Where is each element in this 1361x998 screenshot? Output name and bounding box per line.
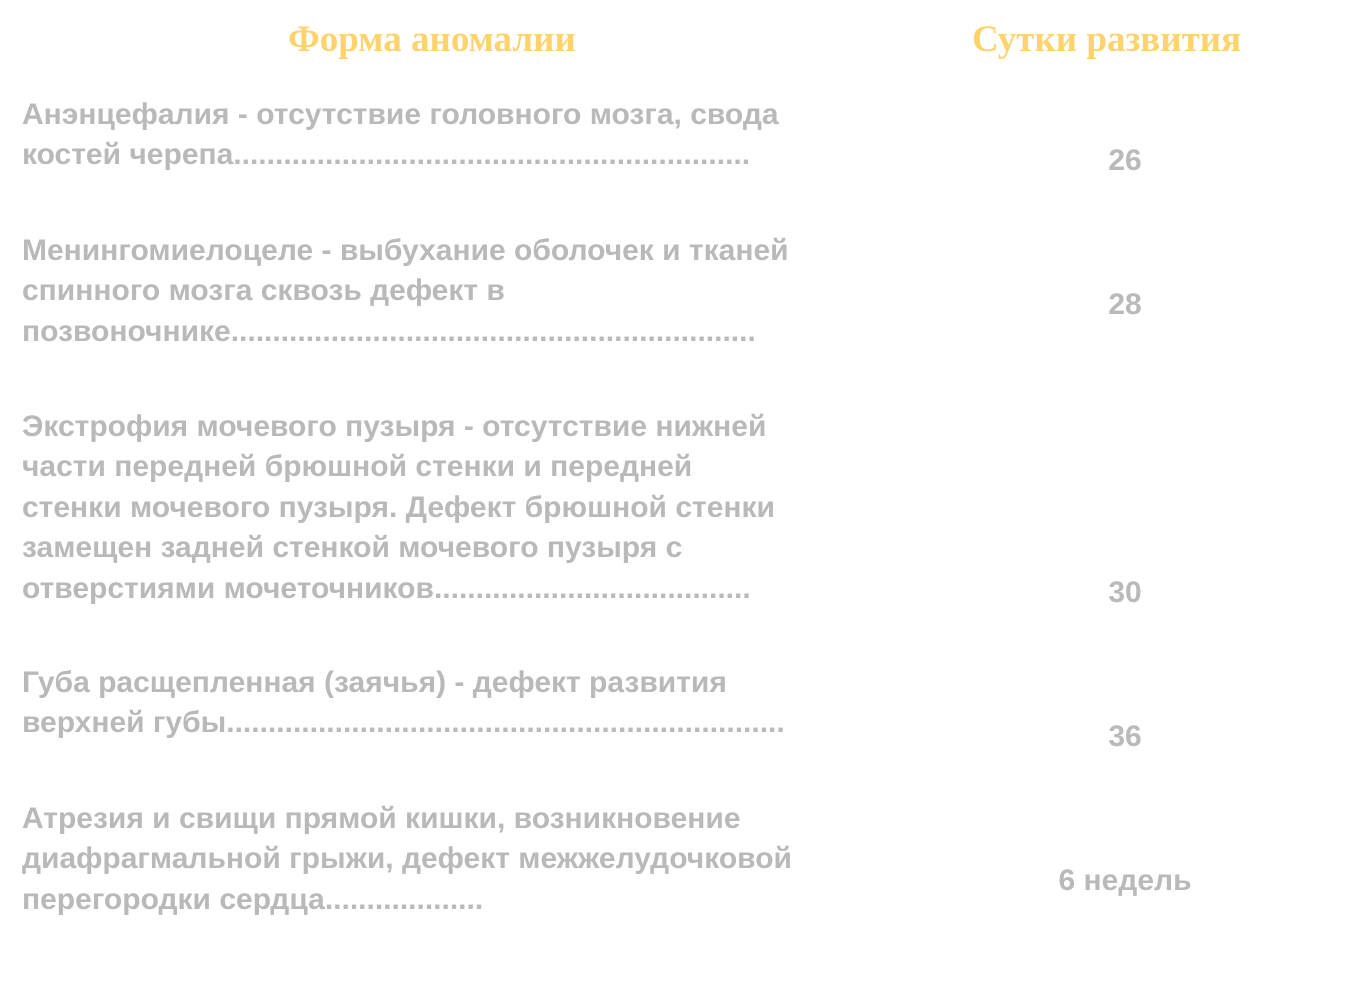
days-rectal-atresia: 6 недель [1058, 864, 1192, 897]
anomaly-text-line: Экстрофия мочевого пузыря - отсутствие нижней [22, 410, 767, 443]
header-development-days: Сутки развития [972, 19, 1242, 60]
anomaly-text-line: Губа расщепленная (заячья) - дефект развития [22, 666, 727, 699]
anomaly-text-line: спинного мозга сквозь дефект в [22, 274, 505, 308]
days-bladder-exstrophy: 30 [1108, 576, 1142, 609]
anomaly-text-line: перегородки сердца................... [22, 882, 484, 916]
anomaly-text-line: замещен задней стенкой мочевого пузыря с [22, 531, 683, 565]
header-anomaly-form: Форма аномалии [288, 19, 576, 60]
anomaly-text-line: костей черепа.............................................................. [22, 138, 751, 172]
anomaly-bladder-exstrophy [22, 407, 902, 609]
anomaly-text-line: верхней губы................................................................... [22, 706, 785, 740]
anomaly-text-line: Менингомиелоцеле - выбухание оболочек и тканей [22, 234, 789, 267]
anomaly-text-line: позвоночнике............................................................... [22, 314, 756, 348]
anomaly-text-line: Атрезия и свищи прямой кишки, возникновение [22, 802, 741, 835]
days-cleft-lip: 36 [1108, 720, 1142, 753]
anomaly-text-line: отверстиями мочеточников...................................... [22, 571, 751, 605]
anomaly-text-line: Анэнцефалия - отсутствие головного мозга, свода [22, 98, 779, 131]
anomaly-text-line: стенки мочевого пузыря. Дефект брюшной стенки [22, 490, 775, 524]
anomaly-meningomyelocele [22, 231, 902, 352]
days-anencephaly: 26 [1108, 144, 1142, 177]
days-meningomyelocele: 28 [1108, 288, 1142, 321]
anomaly-text-line: части передней брюшной стенки и передней [22, 450, 693, 484]
anomaly-rectal-atresia [22, 799, 902, 920]
anomaly-cleft-lip [22, 663, 902, 744]
anomaly-text-line: диафрагмальной грыжи, дефект межжелудочковой [22, 842, 792, 876]
anomaly-anencephaly [22, 95, 902, 176]
